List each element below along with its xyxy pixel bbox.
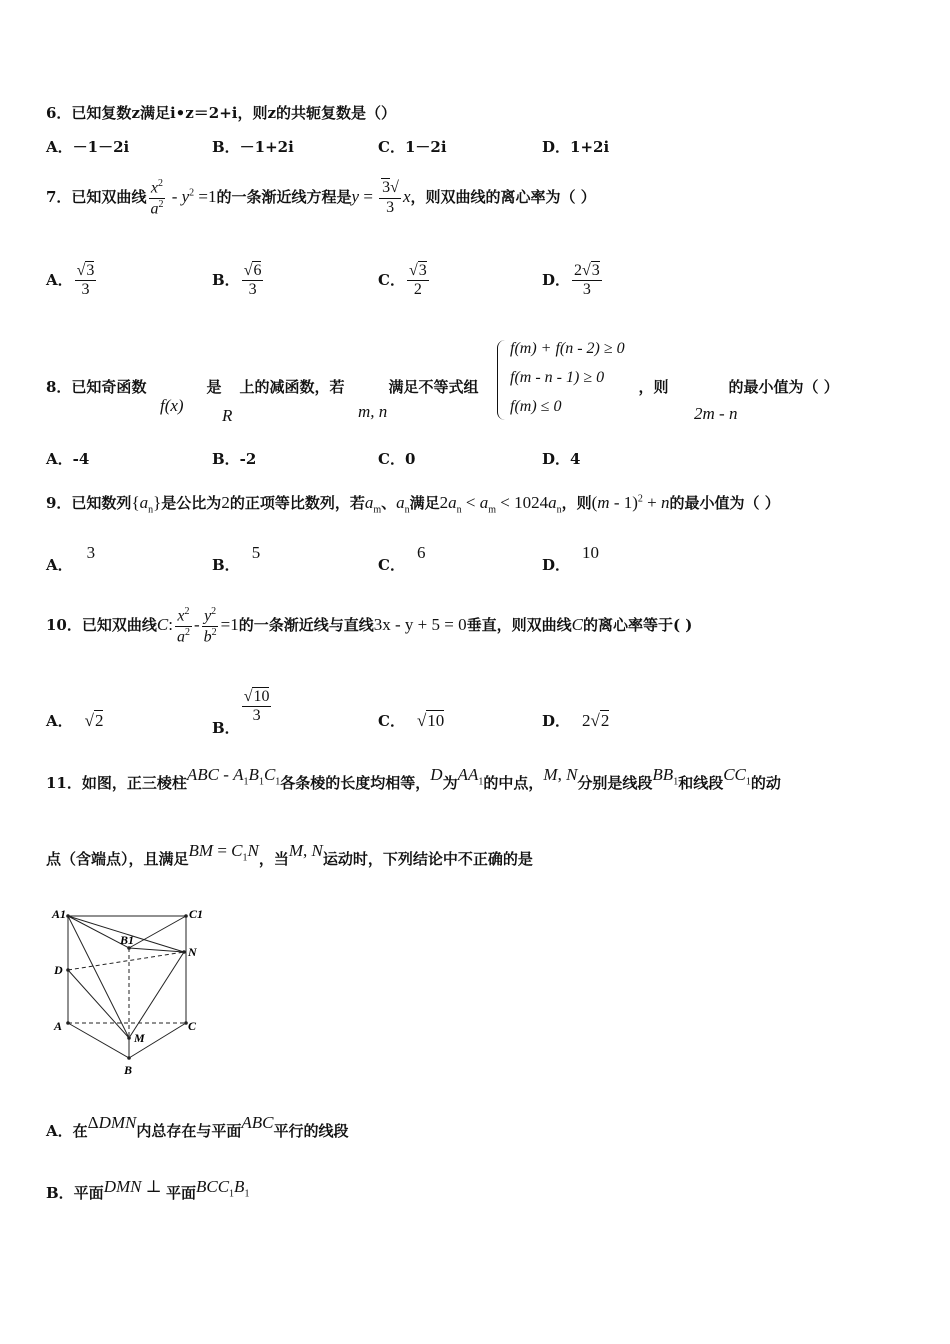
q11-option-b[interactable]: B．平面DMN ⊥ 平面$BCC_1B_1$	[46, 1177, 250, 1202]
q9-option-d[interactable]: D．10	[542, 543, 600, 574]
label-n: N	[188, 945, 197, 959]
label-a1: A1	[52, 907, 67, 921]
q6-option-c[interactable]: C．1－2i	[378, 138, 447, 156]
q7-option-d[interactable]: D． $\frac{2√3}{3}$	[542, 262, 600, 299]
q8-ineq-3: f(m) ≤ 0	[510, 398, 562, 415]
q8-option-d[interactable]: D．4	[542, 450, 581, 468]
q10-option-b[interactable]: B． $\frac{√10}{3}$	[212, 688, 270, 737]
q7-option-b[interactable]: B． $\frac{√6}{3}$	[212, 262, 262, 299]
q8-stem: 8．已知奇函数 是 上的减函数，若 满足不等式组 ，则 的最小值为（ ）	[46, 378, 839, 396]
q7-option-c[interactable]: C． $\frac{√3}{2}$	[378, 262, 427, 299]
label-a: A	[54, 1019, 63, 1033]
q10-stem: 10．已知双曲线C: $\frac{x^2}{a^2}$ - $\frac{y^2}{b^2}$ =1的一条渐近线与直线3x - y + 5 = 0垂直，则双曲线C的离心率等于( )	[46, 606, 693, 646]
q6-option-a[interactable]: A．－1－2i	[46, 138, 130, 156]
label-c: C	[188, 1019, 197, 1033]
q8-ineq-2: f(m - n - 1) ≥ 0	[510, 369, 605, 386]
q8-R: R	[222, 406, 233, 425]
label-c1: C1	[189, 907, 204, 921]
q10-option-c[interactable]: C． √10	[378, 711, 445, 730]
q11-line2: 点（含端点），且满足BM = $C_1N$，当M, N运动时，下列结论中不正确的是	[46, 841, 533, 868]
q9-stem: 9．已知数列$\{a_n\}$是公比为2的正项等比数列，若$a_m$、$a_n$满足$2a_n < a_m < 1024a_n$，则(m - 1)$^2$ + n的最小值为（ ）	[46, 493, 780, 516]
q6-stem: 6．已知复数z满足i•z＝2+i，则z的共轭复数是（）	[46, 104, 396, 122]
q8-mn: m, n	[358, 402, 388, 421]
q8-option-a[interactable]: A．-4	[46, 450, 90, 468]
q8-option-b[interactable]: B．-2	[212, 450, 257, 468]
prism-figure	[46, 900, 216, 1080]
q8-option-c[interactable]: C．0	[378, 450, 416, 468]
q11-option-a[interactable]: A．在ΔDMN内总存在与平面ABC平行的线段	[46, 1113, 349, 1140]
q9-option-c[interactable]: C．6	[378, 543, 426, 574]
q9-option-b[interactable]: B．5	[212, 543, 261, 574]
q6-option-d[interactable]: D．1+2i	[542, 138, 610, 156]
q10-option-a[interactable]: A． √2	[46, 711, 104, 730]
label-b1: B1	[120, 933, 135, 947]
q10-option-d[interactable]: D． 2√2	[542, 711, 610, 730]
label-m: M	[134, 1031, 145, 1045]
q9-option-a[interactable]: A．3	[46, 543, 96, 574]
label-d: D	[54, 963, 63, 977]
q7-option-a[interactable]: A． $\frac{√3}{3}$	[46, 262, 95, 299]
q8-fx: f(x)	[160, 396, 184, 415]
q7-stem: 7．已知双曲线 $\frac{x^2}{a^2}$ - $y^2 =1$的一条渐近线方程是y = $\frac{3√}{3}$ x，则双曲线的离心率为（ ）	[46, 178, 596, 218]
q8-ineq-1: f(m) + f(n - 2) ≥ 0	[510, 340, 625, 357]
hyperbola-equation: $\frac{x^2}{a^2}$	[150, 178, 164, 218]
label-b: B	[124, 1063, 133, 1077]
q8-expr: 2m - n	[694, 404, 738, 423]
q6-option-b[interactable]: B．－1+2i	[212, 138, 294, 156]
system-brace	[497, 340, 508, 420]
q11-line1: 11．如图，正三棱柱ABC - $A_1B_1C_1$各条棱的长度均相等，D为$AA_1$的中点，M, N分别是线段$BB_1$和线段$CC_1$的动	[46, 765, 781, 792]
